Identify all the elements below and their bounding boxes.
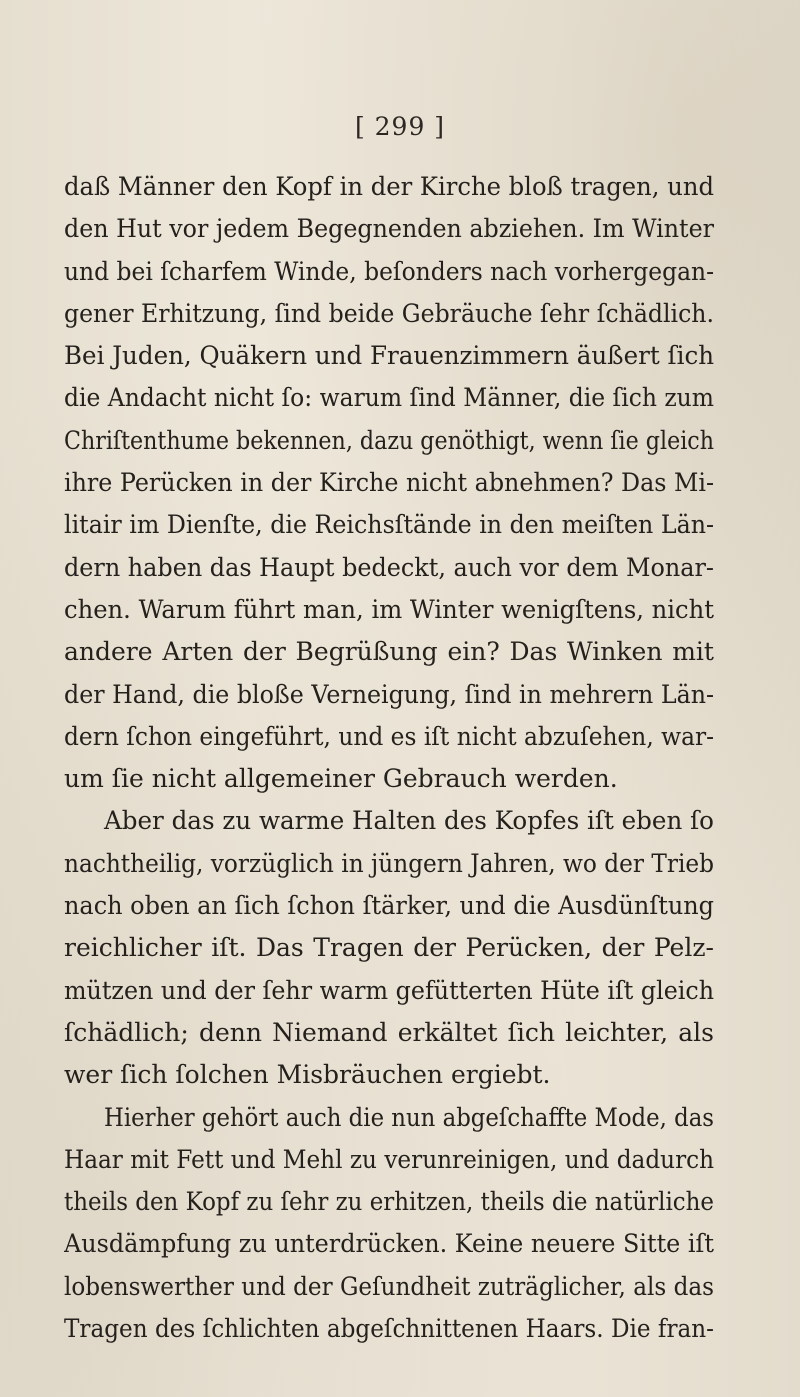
text-line: Aber das zu warme Halten des Kopfes iſt eben ſo — [104, 806, 714, 836]
text-line: um ſie nicht allgemeiner Gebrauch werden. — [64, 764, 618, 794]
body-text — [64, 166, 714, 1350]
text-line: litair im Dienſte, die Reichsſtände in den meiſten Län- — [64, 510, 714, 540]
text-line: Tragen des ſchlichten abgeſchnittenen Haars. Die fran- — [64, 1314, 714, 1344]
text-line: Chriſtenthume bekennen, dazu genöthigt, wenn ſie gleich — [64, 425, 714, 455]
text-line: dern ſchon eingeführt, und es iſt nicht abzuſehen, war- — [64, 721, 714, 751]
text-line: Ausdämpfung zu unterdrücken. Keine neuere Sitte iſt — [64, 1229, 714, 1259]
text-line: theils den Kopf zu ſehr zu erhitzen, theils die natürliche — [64, 1187, 714, 1217]
text-line: Haar mit Fett und Mehl zu verunreinigen, und dadurch — [64, 1144, 714, 1174]
page-number: [ 299 ] — [354, 112, 446, 141]
text-line: reichlicher iſt. Das Tragen der Perücken, der Pelz- — [64, 933, 714, 963]
text-line: mützen und der ſehr warm gefütterten Hüte iſt gleich — [64, 975, 714, 1005]
text-line: chen. Warum führt man, im Winter wenigſtens, nicht — [64, 594, 714, 624]
text-line: Hierher gehört auch die nun abgeſchaffte Mode, das — [104, 1102, 714, 1132]
text-line: und bei ſcharfem Winde, beſonders nach vorhergegan- — [64, 256, 714, 286]
text-line: gener Erhitzung, ſind beide Gebräuche ſehr ſchädlich. — [64, 298, 714, 328]
text-line: die Andacht nicht ſo: warum ſind Männer, die ſich zum — [64, 383, 714, 413]
text-line: der Hand, die bloße Verneigung, ſind in mehrern Län- — [64, 679, 714, 709]
text-line: den Hut vor jedem Begegnenden abziehen. Im Winter — [64, 214, 714, 244]
text-line: ihre Perücken in der Kirche nicht abnehmen? Das Mi- — [64, 468, 714, 498]
text-line: lobenswerther und der Geſundheit zuträglicher, als das — [64, 1271, 714, 1301]
text-line: nach oben an ſich ſchon ſtärker, und die Ausdünſtung — [64, 891, 714, 921]
text-line: Bei Juden, Quäkern und Frauenzimmern äußert ſich — [64, 341, 714, 371]
text-line: dern haben das Haupt bedeckt, auch vor dem Monar- — [64, 552, 714, 582]
text-line: andere Arten der Begrüßung ein? Das Winken mit — [64, 637, 714, 667]
text-line: nachtheilig, vorzüglich in jüngern Jahren, wo der Trieb — [64, 848, 714, 878]
text-line: daß Männer den Kopf in der Kirche bloß tragen, und — [64, 172, 714, 201]
text-line: ſchädlich; denn Niemand erkältet ſich leichter, als — [64, 1017, 714, 1047]
text-line: wer ſich ſolchen Misbräuchen ergiebt. — [64, 1060, 551, 1090]
